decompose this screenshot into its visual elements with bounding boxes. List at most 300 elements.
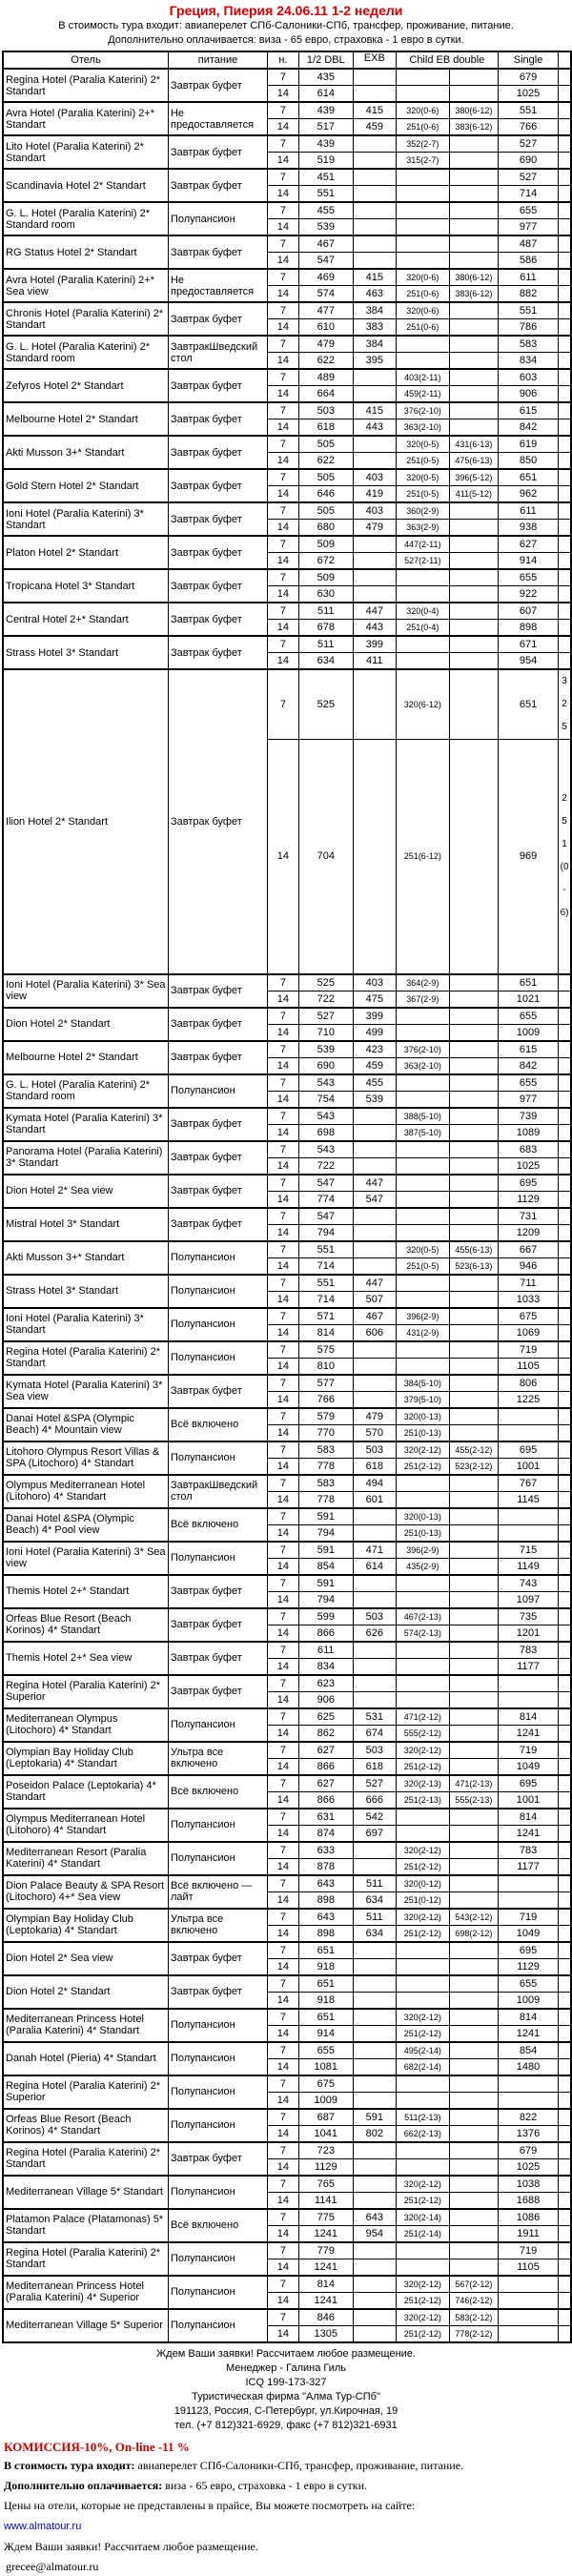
meal-plan: Завтрак буфет [168, 369, 267, 402]
child-price-cell-1: 320(2-13) [396, 1775, 449, 1792]
child-price-cell-2: 380(6-12) [449, 102, 498, 119]
table-row [3, 269, 571, 286]
exb-price-cell: 542 [353, 1809, 396, 1826]
child-price-cell-2 [449, 1825, 498, 1842]
meal-plan: Завтрак буфет [168, 1942, 267, 1975]
single-price-cell: 822 [498, 2109, 558, 2126]
price-table [2, 51, 572, 2343]
dbl-price-cell: 643 [298, 1875, 353, 1892]
exb-price-cell [353, 1257, 396, 1275]
meal-plan: Завтрак буфет [168, 974, 267, 1008]
footer-includes-line [4, 2457, 572, 2475]
nights-cell: 14 [268, 2025, 299, 2042]
dbl-price-cell: 1141 [298, 2192, 353, 2209]
hotel-name: Danah Hotel (Pieria) 4* Standart [3, 2042, 168, 2075]
nights-cell: 7 [268, 1275, 299, 1292]
table-row [3, 2176, 571, 2193]
dbl-price-cell: 898 [298, 1891, 353, 1909]
single-price-cell: 1038 [498, 2176, 558, 2193]
child-price-cell-2 [449, 1508, 498, 1525]
nights-cell: 14 [268, 1725, 299, 1742]
nights-cell: 14 [268, 119, 299, 136]
child-price-cell-2 [449, 219, 498, 236]
overflow-cell [559, 186, 571, 203]
child-price-cell-2 [449, 1224, 498, 1241]
child-price-cell-1: 320(0-5) [396, 1241, 449, 1258]
single-price-cell: 1049 [498, 1758, 558, 1775]
child-price-cell-2 [449, 502, 498, 520]
meal-plan: Полупансион [168, 2075, 267, 2109]
exb-price-cell: 415 [353, 102, 396, 119]
nights-cell: 14 [268, 386, 299, 403]
exb-price-cell: 503 [353, 1441, 396, 1459]
hotel-name: Mediterranean Princess Hotel (Paralia Katerini) 4* Superior [3, 2276, 168, 2309]
dbl-price-cell: 547 [298, 253, 353, 270]
dbl-price-cell: 543 [298, 1108, 353, 1125]
dbl-price-cell: 633 [298, 1842, 353, 1859]
dbl-price-cell: 878 [298, 1858, 353, 1875]
child-price-cell-2 [449, 2075, 498, 2093]
single-price-cell: 651 [498, 669, 558, 740]
child-price-cell-2 [449, 153, 498, 170]
table-row [3, 1708, 571, 1726]
nights-cell: 14 [268, 1858, 299, 1875]
child-price-cell-2 [449, 1992, 498, 2009]
overflow-cell [559, 1675, 571, 1692]
single-price-cell: 1177 [498, 1658, 558, 1675]
overflow-cell [559, 119, 571, 136]
child-price-cell-1: 251(0-13) [396, 1424, 449, 1441]
exb-price-cell [353, 2292, 396, 2309]
dbl-price-cell: 846 [298, 2309, 353, 2326]
overflow-cell [559, 1124, 571, 1141]
child-price-cell-2 [449, 1091, 498, 1108]
child-price-cell-1: 251(0-5) [396, 453, 449, 470]
single-price-cell: 977 [498, 1091, 558, 1108]
meal-plan: Полупансион [168, 2276, 267, 2309]
dbl-price-cell: 539 [298, 1041, 353, 1058]
single-price-cell: 611 [498, 502, 558, 520]
single-price-cell: 1021 [498, 991, 558, 1008]
child-price-cell-1 [396, 1575, 449, 1592]
dbl-price-cell: 489 [298, 369, 353, 386]
meal-plan: Полупансион [168, 2109, 267, 2142]
footer-company: Туристическая фирма "Алма Тур-СПб" [192, 2390, 380, 2402]
exb-price-cell [353, 1124, 396, 1141]
table-row [3, 302, 571, 319]
dbl-price-cell: 775 [298, 2209, 353, 2226]
exb-price-cell [353, 2025, 396, 2042]
single-price-cell: 627 [498, 536, 558, 553]
exb-price-cell [353, 202, 396, 219]
child-price-cell-1: 251(2-12) [396, 1458, 449, 1475]
hotel-name: Orfeas Blue Resort (Beach Korinos) 4* Standart [3, 1608, 168, 1642]
single-price-cell [498, 1675, 558, 1692]
overflow-cell [559, 2009, 571, 2026]
dbl-price-cell: 778 [298, 1491, 353, 1508]
child-price-cell-1: 379(5-10) [396, 1391, 449, 1408]
nights-cell: 7 [268, 2209, 299, 2226]
hotel-name: Ioni Hotel (Paralia Katerini) 3* Standart [3, 502, 168, 536]
child-price-cell-2 [449, 235, 498, 253]
meal-plan: Завтрак буфет [168, 1008, 267, 1041]
exb-price-cell: 479 [353, 1408, 396, 1425]
child-price-cell-1: 447(2-11) [396, 536, 449, 553]
nights-cell: 14 [268, 1925, 299, 1942]
dbl-price-cell: 678 [298, 620, 353, 637]
nights-cell: 7 [268, 1909, 299, 1926]
hotel-name: Ioni Hotel (Paralia Katerini) 3* Sea view [3, 1542, 168, 1575]
exb-price-cell [353, 2259, 396, 2276]
dbl-price-cell: 906 [298, 1691, 353, 1708]
nights-cell: 14 [268, 1791, 299, 1809]
hotel-name: Themis Hotel 2+* Sea view [3, 1642, 168, 1675]
single-price-cell [498, 1408, 558, 1425]
single-price-cell: 1001 [498, 1458, 558, 1475]
hotel-name: G. L. Hotel (Paralia Katerini) 2* Standard room [3, 336, 168, 369]
dbl-price-cell: 517 [298, 119, 353, 136]
hotel-name: Olympus Mediterranean Hotel (Litohoro) 4* Standart [3, 1475, 168, 1508]
hotel-name: Strass Hotel 3* Standart [3, 636, 168, 669]
exb-price-cell: 403 [353, 974, 396, 992]
child-price-cell-1 [396, 1658, 449, 1675]
overflow-cell [559, 1458, 571, 1475]
single-price-cell [498, 2092, 558, 2109]
exb-price-cell [353, 1975, 396, 1993]
exb-price-cell [353, 1358, 396, 1375]
column-header-exb: EXB [353, 51, 396, 69]
hotel-name: G. L. Hotel (Paralia Katerini) 2* Standard room [3, 1074, 168, 1108]
overflow-cell [559, 202, 571, 219]
single-price-cell: 767 [498, 1475, 558, 1492]
single-price-cell: 683 [498, 1141, 558, 1158]
dbl-price-cell: 577 [298, 1375, 353, 1392]
meal-plan: Полупансион [168, 1708, 267, 1742]
meal-plan: ЗавтракШведский стол [168, 1475, 267, 1508]
single-price-cell: 651 [498, 974, 558, 992]
child-price-cell-1 [396, 186, 449, 203]
meal-plan: Завтрак буфет [168, 1141, 267, 1175]
single-price-cell: 946 [498, 1257, 558, 1275]
overflow-cell [559, 1842, 571, 1859]
child-price-cell-1 [396, 1275, 449, 1292]
table-row [3, 1375, 571, 1392]
child-price-cell-1 [396, 1942, 449, 1959]
exb-price-cell [353, 2309, 396, 2326]
child-price-cell-2 [449, 353, 498, 370]
dbl-price-cell: 625 [298, 1708, 353, 1726]
child-price-cell-2 [449, 69, 498, 86]
child-price-cell-2 [449, 2209, 498, 2226]
nights-cell: 7 [268, 1775, 299, 1792]
overflow-cell [559, 469, 571, 486]
hotel-name: Danai Hotel &SPA (Olympic Beach) 4* Pool view [3, 1508, 168, 1542]
meal-plan: Ультра все включено [168, 1742, 267, 1775]
exb-price-cell: 447 [353, 1275, 396, 1292]
exb-price-cell [353, 386, 396, 403]
exb-price-cell [353, 2075, 396, 2093]
column-header-child: Child EB double [396, 51, 498, 69]
exb-price-cell [353, 1157, 396, 1175]
child-price-cell-1: 320(2-12) [396, 2276, 449, 2293]
overflow-cell [559, 269, 571, 286]
nights-cell: 7 [268, 1542, 299, 1559]
exb-price-cell: 399 [353, 636, 396, 653]
nights-cell: 14 [268, 2092, 299, 2109]
child-price-cell-1 [396, 1491, 449, 1508]
dbl-price-cell: 627 [298, 1775, 353, 1792]
exb-price-cell [353, 2092, 396, 2109]
hotel-name: Kymata Hotel (Paralia Katerini) 3* Standart [3, 1108, 168, 1141]
dbl-price-cell: 794 [298, 1224, 353, 1241]
child-price-cell-1: 320(2-12) [396, 2309, 449, 2326]
child-price-cell-1 [396, 235, 449, 253]
child-price-cell-1: 384(5-10) [396, 1375, 449, 1392]
overflow-cell [559, 1825, 571, 1842]
table-row [3, 2042, 571, 2059]
hotel-name: Ilion Hotel 2* Standart [3, 669, 168, 974]
overflow-cell [559, 302, 571, 319]
nights-cell: 7 [268, 436, 299, 453]
exb-price-cell: 511 [353, 1875, 396, 1892]
overflow-cell [559, 1708, 571, 1726]
child-price-cell-2 [449, 636, 498, 653]
overflow-cell [559, 1909, 571, 1926]
dbl-price-cell: 525 [298, 974, 353, 992]
meal-plan: Всё включено [168, 1408, 267, 1441]
nights-cell: 7 [268, 1108, 299, 1125]
child-price-cell-2 [449, 1942, 498, 1959]
nights-cell: 14 [268, 1491, 299, 1508]
exb-price-cell [353, 1842, 396, 1859]
meal-plan: Полупансион [168, 1074, 267, 1108]
table-header-row [3, 51, 571, 69]
exb-price-cell [353, 1241, 396, 1258]
dbl-price-cell: 651 [298, 2009, 353, 2026]
meal-plan: Завтрак буфет [168, 569, 267, 603]
overflow-cell [559, 1642, 571, 1659]
child-price-cell-1 [396, 169, 449, 186]
single-price-cell: 655 [498, 202, 558, 219]
overflow-cell [559, 1408, 571, 1425]
hotel-name: Akti Musson 3+* Standart [3, 436, 168, 469]
exb-price-cell [353, 2009, 396, 2026]
nights-cell: 14 [268, 620, 299, 637]
single-price-cell [498, 2075, 558, 2093]
table-row [3, 569, 571, 586]
table-row [3, 436, 571, 453]
child-price-cell-2: 555(2-13) [449, 1791, 498, 1809]
overflow-cell [559, 486, 571, 503]
child-price-cell-2 [449, 1558, 498, 1575]
overflow-cell [559, 2276, 571, 2293]
table-row [3, 1608, 571, 1625]
overflow-cell [559, 1608, 571, 1625]
single-price-cell: 675 [498, 1308, 558, 1325]
meal-plan: ЗавтракШведский стол [168, 336, 267, 369]
dbl-price-cell: 918 [298, 1992, 353, 2009]
table-row [3, 1308, 571, 1325]
nights-cell: 14 [268, 653, 299, 670]
single-price-cell: 1129 [498, 1191, 558, 1208]
overflow-cell [559, 1992, 571, 2009]
single-price-cell: 719 [498, 1742, 558, 1759]
hotel-name: Avra Hotel (Paralia Katerini) 2+* Sea view [3, 269, 168, 302]
single-price-cell: 619 [498, 436, 558, 453]
exb-price-cell: 626 [353, 1625, 396, 1642]
meal-plan: Завтрак буфет [168, 1041, 267, 1074]
email-link[interactable]: grecee@almatour.ru [6, 2559, 99, 2573]
single-price-cell: 898 [498, 620, 558, 637]
overflow-cell [559, 991, 571, 1008]
overflow-cell [559, 1324, 571, 1341]
exb-price-cell [353, 1108, 396, 1125]
child-price-cell-1: 320(0-6) [396, 302, 449, 319]
dbl-price-cell: 509 [298, 536, 353, 553]
child-price-cell-1 [396, 1691, 449, 1708]
dbl-price-cell: 551 [298, 186, 353, 203]
child-price-cell-1: 431(2-9) [396, 1324, 449, 1341]
table-row [3, 1175, 571, 1192]
hotel-name: Dion Hotel 2* Standart [3, 1975, 168, 2009]
child-price-cell-2: 475(6-13) [449, 453, 498, 470]
meal-plan: Полупансион [168, 1308, 267, 1341]
exb-price-cell: 591 [353, 2109, 396, 2126]
child-price-cell-1 [396, 2259, 449, 2276]
single-price-cell: 739 [498, 1108, 558, 1125]
nights-cell: 7 [268, 1208, 299, 1225]
nights-cell: 14 [268, 1124, 299, 1141]
hotel-name: Regina Hotel (Paralia Katerini) 2* Superior [3, 2075, 168, 2109]
table-row [3, 1141, 571, 1158]
single-price-cell: 1129 [498, 1958, 558, 1975]
dbl-price-cell: 583 [298, 1441, 353, 1459]
child-price-cell-1: 364(2-9) [396, 974, 449, 992]
exb-price-cell: 399 [353, 1008, 396, 1025]
child-price-cell-1 [396, 636, 449, 653]
dbl-price-cell: 511 [298, 603, 353, 620]
exb-price-cell [353, 1858, 396, 1875]
meal-plan: Завтрак буфет [168, 169, 267, 202]
footer-icq: ICQ 199-173-327 [245, 2376, 327, 2388]
exb-price-cell: 384 [353, 302, 396, 319]
dbl-price-cell: 547 [298, 1175, 353, 1192]
child-price-cell-1: 320(2-14) [396, 2209, 449, 2226]
single-price-cell: 1097 [498, 1591, 558, 1608]
hotel-name: Scandinavia Hotel 2* Standart [3, 169, 168, 202]
nights-cell: 14 [268, 1024, 299, 1041]
nights-cell: 14 [268, 253, 299, 270]
site-link[interactable]: www.almatour.ru [4, 2520, 82, 2532]
exb-price-cell [353, 2276, 396, 2293]
dbl-price-cell: 866 [298, 1625, 353, 1642]
dbl-price-cell: 467 [298, 235, 353, 253]
table-row [3, 402, 571, 419]
overflow-cell [559, 2225, 571, 2242]
dbl-price-cell: 794 [298, 1524, 353, 1542]
exb-price-cell [353, 669, 396, 740]
child-price-cell-2: 380(6-12) [449, 269, 498, 286]
overflow-cell [559, 1725, 571, 1742]
nights-cell: 7 [268, 69, 299, 86]
nights-cell: 14 [268, 520, 299, 537]
dbl-price-cell: 814 [298, 1324, 353, 1341]
exb-price-cell [353, 2325, 396, 2342]
exb-price-cell [353, 86, 396, 103]
dbl-price-cell: 439 [298, 135, 353, 153]
footer-phones: тел. (+7 812)321-6929, факс (+7 812)321-6931 [174, 2419, 398, 2431]
hotel-name: Akti Musson 3+* Standart [3, 1241, 168, 1275]
dbl-price-cell: 479 [298, 336, 353, 353]
meal-plan: Завтрак буфет [168, 1642, 267, 1675]
child-price-cell-2: 523(6-13) [449, 1257, 498, 1275]
nights-cell: 14 [268, 553, 299, 570]
child-price-cell-2 [449, 86, 498, 103]
footer-includes-lead: В стоимость тура входит: [4, 2458, 135, 2472]
dbl-price-cell: 469 [298, 269, 353, 286]
table-row [3, 2242, 571, 2259]
child-price-cell-2 [449, 1758, 498, 1775]
dbl-price-cell: 723 [298, 2142, 353, 2159]
exb-price-cell: 415 [353, 269, 396, 286]
dbl-price-cell: 519 [298, 153, 353, 170]
nights-cell: 14 [268, 1591, 299, 1608]
hotel-name: Danai Hotel &SPA (Olympic Beach) 4* Mountain view [3, 1408, 168, 1441]
hotel-name: Mediterranean Resort (Paralia Katerini) 4* Standart [3, 1842, 168, 1875]
nights-cell: 7 [268, 1575, 299, 1592]
child-price-cell-2 [449, 1475, 498, 1492]
exb-price-cell [353, 2192, 396, 2209]
child-price-cell-1 [396, 1224, 449, 1241]
dbl-price-cell: 770 [298, 1424, 353, 1441]
nights-cell: 7 [268, 336, 299, 353]
single-price-cell: 1025 [498, 1157, 558, 1175]
child-price-cell-1: 662(2-13) [396, 2125, 449, 2142]
dbl-price-cell: 722 [298, 1157, 353, 1175]
overflow-cell [559, 253, 571, 270]
exb-price-cell: 511 [353, 1909, 396, 1926]
table-row [3, 1108, 571, 1125]
exb-price-cell: 539 [353, 1091, 396, 1108]
single-price-cell: 1145 [498, 1491, 558, 1508]
single-price-cell: 690 [498, 153, 558, 170]
child-price-cell-1: 376(2-10) [396, 402, 449, 419]
single-price-cell: 487 [498, 235, 558, 253]
child-price-cell-2 [449, 1809, 498, 1826]
meal-plan: Полупансион [168, 2309, 267, 2342]
hotel-name: Mediterranean Olympus (Litochoro) 4* Standart [3, 1708, 168, 1742]
meal-plan: Завтрак буфет [168, 1608, 267, 1642]
nights-cell: 14 [268, 1224, 299, 1241]
single-price-cell: 1086 [498, 2209, 558, 2226]
overflow-cell [559, 135, 571, 153]
table-row [3, 1041, 571, 1058]
child-price-cell-1: 251(0-4) [396, 620, 449, 637]
single-price-cell: 551 [498, 102, 558, 119]
table-row [3, 1575, 571, 1592]
meal-plan: Завтрак буфет [168, 536, 267, 569]
exb-price-cell [353, 1575, 396, 1592]
meal-plan: Завтрак буфет [168, 1675, 267, 1708]
exb-price-cell [353, 2176, 396, 2193]
exb-price-cell: 614 [353, 1558, 396, 1575]
nights-cell: 7 [268, 569, 299, 586]
hotel-name: Melbourne Hotel 2* Standart [3, 1041, 168, 1074]
child-price-cell-2 [449, 974, 498, 992]
single-price-cell: 786 [498, 319, 558, 337]
hotel-name: RG Status Hotel 2* Standart [3, 235, 168, 269]
dbl-price-cell: 672 [298, 553, 353, 570]
